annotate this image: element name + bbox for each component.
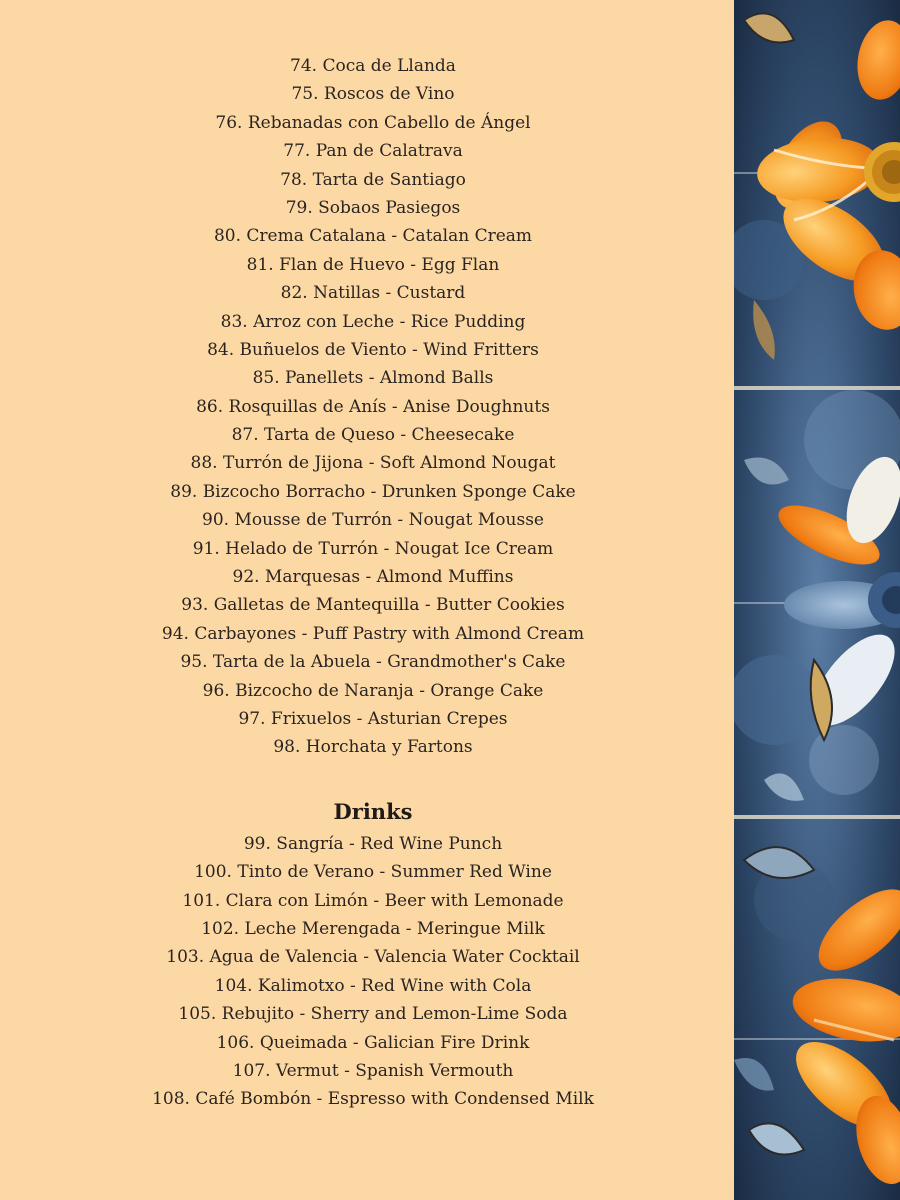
dessert-item: 81. Flan de Huevo - Egg Flan <box>246 254 500 275</box>
dessert-item: 88. Turrón de Jijona - Soft Almond Nougat <box>190 453 556 474</box>
menu-content <box>0 52 746 1114</box>
dessert-item: 95. Tarta de la Abuela - Grandmother's Cake <box>180 652 566 673</box>
dessert-item: 98. Horchata y Fartons <box>273 737 473 758</box>
dessert-item: 91. Helado de Turrón - Nougat Ice Cream <box>192 538 554 559</box>
drinks-list <box>0 830 746 1114</box>
dessert-item: 96. Bizcocho de Naranja - Orange Cake <box>202 680 544 701</box>
drink-item: 100. Tinto de Verano - Summer Red Wine <box>194 862 552 883</box>
dessert-item: 76. Rebanadas con Cabello de Ángel <box>215 112 531 133</box>
dessert-item: 80. Crema Catalana - Catalan Cream <box>213 226 533 247</box>
dessert-item: 87. Tarta de Queso - Cheesecake <box>231 425 515 446</box>
drink-item: 101. Clara con Limón - Beer with Lemonade <box>182 890 564 911</box>
dessert-item: 84. Buñuelos de Viento - Wind Fritters <box>207 339 539 360</box>
drink-item: 105. Rebujito - Sherry and Lemon-Lime Soda <box>178 1004 568 1025</box>
drink-item: 107. Vermut - Spanish Vermouth <box>232 1060 514 1081</box>
dessert-item: 97. Frixuelos - Asturian Crepes <box>238 708 508 729</box>
dessert-item: 83. Arroz con Leche - Rice Pudding <box>220 311 526 332</box>
dessert-item: 85. Panellets - Almond Balls <box>252 368 494 389</box>
drinks-heading: Drinks <box>333 798 413 824</box>
floral-tile-border <box>734 0 900 1200</box>
dessert-item: 90. Mousse de Turrón - Nougat Mousse <box>202 510 544 531</box>
drink-item: 104. Kalimotxo - Red Wine with Cola <box>214 975 532 996</box>
dessert-list <box>0 52 746 762</box>
dessert-item: 74. Coca de Llanda <box>290 56 456 76</box>
dessert-item: 77. Pan de Calatrava <box>283 141 463 162</box>
drink-item: 99. Sangría - Red Wine Punch <box>243 833 503 854</box>
dessert-item: 86. Rosquillas de Anís - Anise Doughnuts <box>196 396 550 417</box>
dessert-item: 89. Bizcocho Borracho - Drunken Sponge Cake <box>170 481 576 502</box>
dessert-item: 78. Tarta de Santiago <box>280 169 466 190</box>
dessert-item: 82. Natillas - Custard <box>280 283 466 304</box>
dessert-item: 93. Galletas de Mantequilla - Butter Cookies <box>181 595 565 616</box>
drink-item: 108. Café Bombón - Espresso with Condensed Milk <box>152 1089 594 1110</box>
dessert-item: 94. Carbayones - Puff Pastry with Almond Cream <box>161 623 585 644</box>
drink-item: 103. Agua de Valencia - Valencia Water Cocktail <box>166 947 580 968</box>
drink-item: 106. Queimada - Galician Fire Drink <box>216 1032 530 1053</box>
dessert-item: 75. Roscos de Vino <box>291 84 455 105</box>
drink-item: 102. Leche Merengada - Meringue Milk <box>201 918 545 939</box>
dessert-item: 92. Marquesas - Almond Muffins <box>232 567 514 588</box>
dessert-item: 79. Sobaos Pasiegos <box>285 197 461 218</box>
